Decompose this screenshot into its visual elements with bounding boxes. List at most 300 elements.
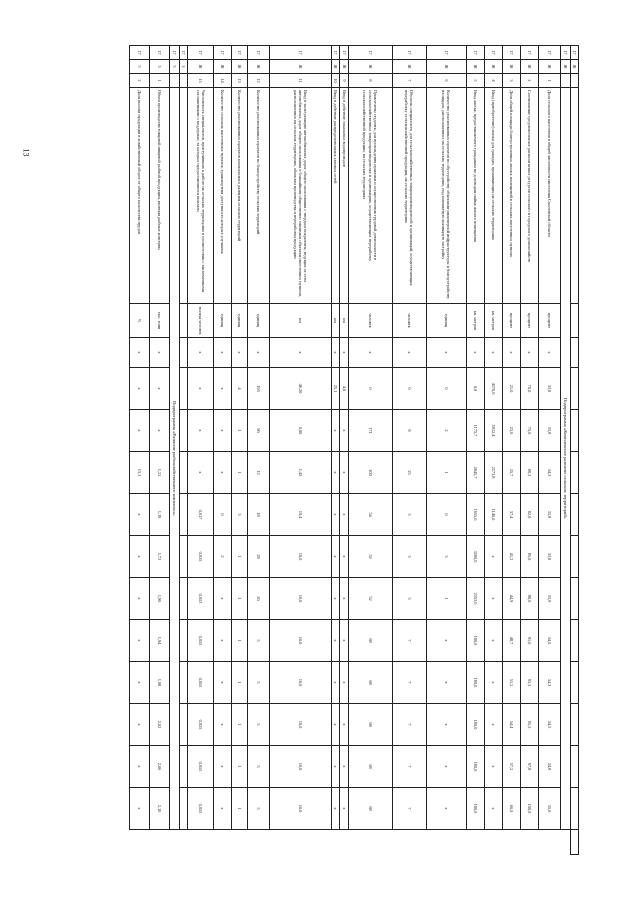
value-cell: 37,4	[502, 494, 520, 536]
value-cell: 1	[232, 746, 248, 788]
value-cell	[180, 368, 188, 410]
unit-cell: кв. метров	[466, 304, 484, 338]
cell-code: Ж	[188, 60, 214, 74]
value-cell: 85,0	[520, 536, 538, 578]
value-cell: 1	[232, 410, 248, 452]
header-cell	[570, 452, 578, 494]
header-cell	[570, 620, 578, 662]
value-cell: х	[248, 338, 270, 368]
cell-number: 2	[520, 74, 538, 88]
value-cell: х	[188, 368, 214, 410]
cell-code: 17	[484, 46, 502, 60]
cell-number: 8	[348, 74, 392, 88]
indicator-name: Количество реализованных проектов по обустройству объектами инженерной инфраструктуры и благоустройству площадок, расположенных на сельских территориях, под компактную жилищную застройку	[426, 88, 466, 304]
cell-code: Ж	[340, 60, 348, 74]
value-cell: 41,2	[502, 536, 520, 578]
value-cell: х	[484, 704, 502, 746]
value-cell: 7	[392, 746, 426, 788]
value-cell: х	[332, 704, 340, 746]
value-cell: 10,0	[270, 746, 332, 788]
value-cell: х	[232, 338, 248, 368]
value-cell: 1	[232, 536, 248, 578]
value-cell: х	[484, 746, 502, 788]
unit-cell: человек	[348, 304, 392, 338]
value-cell	[180, 662, 188, 704]
value-cell: 5	[248, 704, 270, 746]
value-cell: х	[538, 338, 560, 368]
value-cell: 0	[214, 494, 232, 536]
value-cell: х	[340, 410, 348, 452]
value-cell: 25,7	[502, 452, 520, 494]
value-cell: 1,72	[149, 536, 169, 578]
value-cell: х	[214, 788, 232, 830]
value-cell: 33,8	[538, 536, 560, 578]
value-cell	[180, 704, 188, 746]
indicator-name: Доля вылова продукции в хозяйственный оборот от общего количества прудов	[129, 88, 149, 304]
indicator-name: Ввод (приобретение) жилья для граждан, проживающих на сельских территориях	[484, 88, 502, 304]
cell-number: 5	[466, 74, 484, 88]
value-cell: 1	[232, 452, 248, 494]
document-page	[57, 45, 579, 855]
value-cell: х	[214, 410, 232, 452]
cell-code: 17	[466, 46, 484, 60]
unit-cell: процент	[538, 304, 560, 338]
value-cell: х	[484, 620, 502, 662]
cell-number: 9	[340, 74, 348, 88]
cell-code: Ж	[232, 60, 248, 74]
value-cell: 1655,0	[466, 494, 484, 536]
rotated-table-container	[57, 45, 579, 855]
value-cell: 0,055	[188, 788, 214, 830]
unit-cell: км	[340, 304, 348, 338]
cell-code: 17	[188, 46, 214, 60]
value-cell: х	[426, 788, 466, 830]
value-cell: 5912,4	[484, 410, 502, 452]
unit-cell: %	[129, 304, 149, 338]
value-cell: х	[466, 338, 484, 368]
value-cell: х	[426, 338, 466, 368]
value-cell: 0,017	[188, 494, 214, 536]
value-cell: х	[129, 620, 149, 662]
value-cell: 18	[248, 494, 270, 536]
header-cell	[570, 88, 578, 304]
value-cell: х	[332, 452, 340, 494]
table-row	[248, 46, 270, 855]
value-cell: х	[484, 788, 502, 830]
cell-number: 10	[332, 74, 340, 88]
value-cell: 3	[426, 536, 466, 578]
value-cell: 1,94	[149, 620, 169, 662]
header-cell	[570, 74, 578, 88]
table-row	[392, 46, 426, 855]
indicator-name	[180, 88, 188, 304]
header-cell	[570, 536, 578, 578]
table-header-row	[570, 46, 578, 855]
value-cell: х	[340, 578, 348, 620]
cell-code: Ж	[214, 60, 232, 74]
cell-code: 17	[332, 46, 340, 60]
value-cell: х	[332, 578, 340, 620]
value-cell: х	[332, 746, 340, 788]
cell-number: 1	[149, 74, 169, 88]
unit-cell: единиц	[248, 304, 270, 338]
cell-code: 3	[149, 60, 169, 74]
unit-cell: км	[332, 304, 340, 338]
value-cell: 20	[248, 578, 270, 620]
value-cell: 33,8	[538, 494, 560, 536]
value-cell: 0	[426, 368, 466, 410]
value-cell: х	[426, 662, 466, 704]
table-row	[214, 46, 232, 855]
value-cell: 2353,0	[466, 578, 484, 620]
value-cell	[180, 338, 188, 368]
value-cell: х	[188, 410, 214, 452]
value-cell	[180, 536, 188, 578]
unit-cell: процент	[502, 304, 520, 338]
value-cell: х	[270, 338, 332, 368]
cell-number: 7	[392, 74, 426, 88]
value-cell: х	[340, 338, 348, 368]
unit-cell: единиц	[426, 304, 466, 338]
value-cell: х	[214, 704, 232, 746]
value-cell: х	[188, 338, 214, 368]
cell-code: 17	[169, 46, 179, 60]
indicator-name: Количество реализованных проектов комплексного развития сельских территорий	[232, 88, 248, 304]
value-cell: х	[392, 338, 426, 368]
table-row	[180, 46, 188, 855]
value-cell: 180,0	[466, 788, 484, 830]
value-cell: 1,98	[149, 662, 169, 704]
cell-code: 3	[129, 60, 149, 74]
value-cell: 180,0	[466, 746, 484, 788]
cell-code: Ж	[538, 60, 560, 74]
value-cell: 75,0	[520, 410, 538, 452]
indicators-table	[129, 45, 579, 855]
cell-code: Ж	[502, 60, 520, 74]
value-cell: 100	[348, 452, 392, 494]
header-cell: Ж	[570, 60, 578, 74]
unit-cell: км	[270, 304, 332, 338]
value-cell: 1	[232, 662, 248, 704]
value-cell: х	[426, 746, 466, 788]
value-cell: 5	[248, 620, 270, 662]
table-row	[484, 46, 502, 855]
value-cell: 1	[232, 704, 248, 746]
cell-number: 13	[232, 74, 248, 88]
cell-code	[169, 74, 179, 88]
value-cell: 34,5	[538, 704, 560, 746]
cell-code: 17	[180, 46, 188, 60]
value-cell: х	[188, 452, 214, 494]
indicator-name: Соотношение среднемесячных располагаемых ресурсов сельского и городского домохозяйств	[520, 88, 538, 304]
cell-number: 3	[502, 74, 520, 88]
unit-cell: тыс. тонн	[149, 304, 169, 338]
value-cell: 180,0	[466, 662, 484, 704]
value-cell: 0,00	[270, 410, 332, 452]
value-cell: 10,0	[270, 620, 332, 662]
value-cell: 13,1	[129, 452, 149, 494]
value-cell: 23,0	[502, 410, 520, 452]
indicator-name: Привлечены студенты для прохождения практики и осуществления трудовой деятельности в сельскохозяйственных товаропроизводителях и организациях, осуществляющих переработку сельскохозяйственной продукции, на сельских территориях	[348, 88, 392, 304]
value-cell: х	[214, 662, 232, 704]
value-cell: 0,035	[188, 536, 214, 578]
unit-cell: единиц	[232, 304, 248, 338]
value-cell: х	[332, 410, 340, 452]
unit-cell: процент	[520, 304, 538, 338]
value-cell: х	[149, 410, 169, 452]
value-cell: 10,0	[270, 704, 332, 746]
value-cell: 52	[348, 536, 392, 578]
value-cell: х	[129, 338, 149, 368]
value-cell: 7	[392, 662, 426, 704]
header-cell	[570, 578, 578, 620]
value-cell: х	[149, 338, 169, 368]
table-body	[129, 46, 578, 855]
value-cell: 25,1	[332, 368, 340, 410]
header-cell	[570, 704, 578, 746]
value-cell: 68	[348, 620, 392, 662]
value-cell: х	[149, 368, 169, 410]
value-cell: 3	[392, 578, 426, 620]
table-row	[520, 46, 538, 855]
table-row	[270, 46, 332, 855]
cell-code: Ж	[332, 60, 340, 74]
value-cell: 4,0	[340, 368, 348, 410]
cell-code: Ж	[348, 60, 392, 74]
value-cell: 35,0	[538, 788, 560, 830]
value-cell: х	[484, 338, 502, 368]
value-cell: 1,21	[149, 452, 169, 494]
value-cell: 171	[348, 410, 392, 452]
header-cell	[570, 494, 578, 536]
value-cell: 0,0	[466, 368, 484, 410]
table-row	[340, 46, 348, 855]
value-cell: 3	[392, 536, 426, 578]
indicator-name: Объем производства товарной пищевой рыбной продукции, включая рыбные консервы	[149, 88, 169, 304]
cell-code: Ж	[392, 60, 426, 74]
table-row	[332, 46, 340, 855]
value-cell: х	[340, 788, 348, 830]
cell-number: 14	[214, 74, 232, 88]
value-cell: 7	[392, 704, 426, 746]
value-cell: 4	[232, 368, 248, 410]
value-cell: 180,0	[466, 704, 484, 746]
unit-cell: человек	[392, 304, 426, 338]
value-cell: 10,4	[270, 494, 332, 536]
value-cell: 100,0	[520, 788, 538, 830]
value-cell: 2,06	[149, 746, 169, 788]
unit-cell: кв. метров	[484, 304, 502, 338]
cell-number: 4	[484, 74, 502, 88]
value-cell: 5	[248, 662, 270, 704]
value-cell: 44,9	[502, 578, 520, 620]
cell-number: 6	[426, 74, 466, 88]
value-cell	[180, 578, 188, 620]
indicator-name: Доля общей площади благоустроенных жилых помещений в сельских населенных пунктах	[502, 88, 520, 304]
cell-code: 17	[502, 46, 520, 60]
cell-code: 17	[270, 46, 332, 60]
value-cell: 82,0	[520, 494, 538, 536]
cell-code: 17	[426, 46, 466, 60]
header-cell	[570, 662, 578, 704]
value-cell: х	[332, 536, 340, 578]
cell-code: Ж	[270, 60, 332, 74]
indicator-name: Численность специалистов, приступивших к работе на сельских территориях в соответствии с заключенными соглашениями о поддержке, за которых предоставляются выплаты	[188, 88, 214, 304]
cell-code: 17	[129, 46, 149, 60]
value-cell: 180,0	[466, 620, 484, 662]
value-cell: х	[348, 338, 392, 368]
value-cell: 10,0	[270, 578, 332, 620]
cell-code: З	[180, 60, 188, 74]
value-cell: х	[484, 578, 502, 620]
value-cell: х	[340, 662, 348, 704]
header-cell	[570, 746, 578, 788]
unit-cell: тысяча человек	[188, 304, 214, 338]
value-cell: 7	[392, 788, 426, 830]
cell-code: 17	[340, 46, 348, 60]
header-cell	[570, 338, 578, 368]
value-cell: 28	[248, 536, 270, 578]
value-cell: х	[129, 368, 149, 410]
cell-code: Ж	[560, 60, 570, 74]
value-cell: 195	[248, 368, 270, 410]
value-cell: х	[214, 338, 232, 368]
value-cell: х	[426, 620, 466, 662]
value-cell: х	[340, 452, 348, 494]
value-cell: х	[332, 494, 340, 536]
value-cell: 34,3	[538, 452, 560, 494]
cell-code: Ж	[520, 60, 538, 74]
indicator-name: Ввод в эксплуатацию автомобильных дорог общего пользования с твердым покрытием, ведущих от сети автомобильных дорог общего пользования к ближайшим общественно значимым объектам населенных пунктов, расположенных на сельских территориях, объектам производства и переработки продукции	[270, 88, 332, 304]
value-cell: 12	[248, 452, 270, 494]
value-cell: х	[332, 338, 340, 368]
value-cell: 1175,7	[466, 410, 484, 452]
cell-number: 2	[129, 74, 149, 88]
cell-code: 17	[248, 46, 270, 60]
value-cell: х	[129, 704, 149, 746]
value-cell	[180, 620, 188, 662]
value-cell: 25	[392, 452, 426, 494]
unit-cell: единиц	[214, 304, 232, 338]
value-cell: 68	[348, 662, 392, 704]
value-cell: 0,055	[188, 662, 214, 704]
cell-code: Ж	[484, 60, 502, 74]
cell-code: Ж	[466, 60, 484, 74]
cell-code: 17	[348, 46, 392, 60]
value-cell: 54,4	[502, 704, 520, 746]
value-cell: х	[332, 788, 340, 830]
value-cell: х	[332, 620, 340, 662]
value-cell: х	[129, 410, 149, 452]
value-cell: х	[484, 536, 502, 578]
value-cell: 97,8	[520, 746, 538, 788]
value-cell: 1	[426, 578, 466, 620]
table-row	[348, 46, 392, 855]
value-cell: 7	[392, 620, 426, 662]
value-cell: х	[340, 536, 348, 578]
value-cell: 52	[348, 578, 392, 620]
cell-code: 17	[214, 46, 232, 60]
indicator-name: Количество реализованных проектов по благоустройству сельских территорий	[248, 88, 270, 304]
value-cell: х	[129, 578, 149, 620]
value-cell: х	[214, 578, 232, 620]
value-cell: 1,19	[149, 494, 169, 536]
value-cell: 1	[232, 620, 248, 662]
value-cell	[180, 410, 188, 452]
page-number: 13	[21, 148, 31, 157]
cell-number: 12	[248, 74, 270, 88]
value-cell: х	[340, 494, 348, 536]
cell-code: 17	[149, 46, 169, 60]
subprogram-title: Подпрограмма «Комплексное развитие сельских территорий»	[560, 88, 570, 830]
value-cell: 88,0	[520, 578, 538, 620]
cell-code: 17	[520, 46, 538, 60]
value-cell: 1,90	[149, 578, 169, 620]
cell-code: 17	[538, 46, 560, 60]
value-cell: 21,0	[502, 368, 520, 410]
table-row	[129, 46, 149, 855]
value-cell: 10,0	[270, 536, 332, 578]
indicator-name: Ввод в действие локальных водопроводов	[340, 88, 348, 304]
cell-code	[560, 74, 570, 88]
subprogram-title: Подпрограмма «Развитие рыбохозяйственного комплекса»	[169, 88, 179, 830]
cell-code: 3	[169, 60, 179, 74]
value-cell: х	[129, 788, 149, 830]
value-cell: х	[340, 620, 348, 662]
value-cell: 10,0	[270, 662, 332, 704]
value-cell: 2	[426, 410, 466, 452]
cell-code: Ж	[248, 60, 270, 74]
value-cell: 90	[248, 410, 270, 452]
value-cell: х	[129, 494, 149, 536]
value-cell: 0,055	[188, 746, 214, 788]
value-cell: 1	[426, 452, 466, 494]
value-cell	[180, 494, 188, 536]
cell-code: 17	[560, 46, 570, 60]
value-cell: х	[214, 452, 232, 494]
cell-code: 17	[392, 46, 426, 60]
unit-cell	[180, 304, 188, 338]
value-cell: 5	[248, 746, 270, 788]
value-cell: 0,053	[188, 578, 214, 620]
value-cell: 3	[232, 494, 248, 536]
value-cell: 0	[392, 368, 426, 410]
value-cell: 57,2	[502, 746, 520, 788]
value-cell	[180, 452, 188, 494]
value-cell: 60,0	[502, 788, 520, 830]
cell-code: Ж	[426, 60, 466, 74]
table-row	[232, 46, 248, 855]
value-cell: 70,0	[520, 368, 538, 410]
value-cell: х	[520, 338, 538, 368]
table-row	[149, 46, 169, 855]
value-cell: 80,3	[520, 452, 538, 494]
value-cell: 33,8	[538, 410, 560, 452]
table-row	[426, 46, 466, 855]
value-cell: 0	[348, 368, 392, 410]
value-cell: 0	[426, 494, 466, 536]
value-cell: х	[502, 338, 520, 368]
value-cell: 1,43	[270, 452, 332, 494]
indicator-name: Обучены специалисты для сельскохозяйственных товаропроизводителей и организаций, осуществляющих переработку сельскохозяйственной продукции, на сельских территориях	[392, 88, 426, 304]
value-cell: 34,8	[538, 746, 560, 788]
header-cell	[570, 830, 578, 855]
subprogram-row	[560, 46, 570, 855]
value-cell: 68	[348, 788, 392, 830]
table-row	[538, 46, 560, 855]
value-cell: 54	[348, 494, 392, 536]
value-cell: 2	[214, 536, 232, 578]
